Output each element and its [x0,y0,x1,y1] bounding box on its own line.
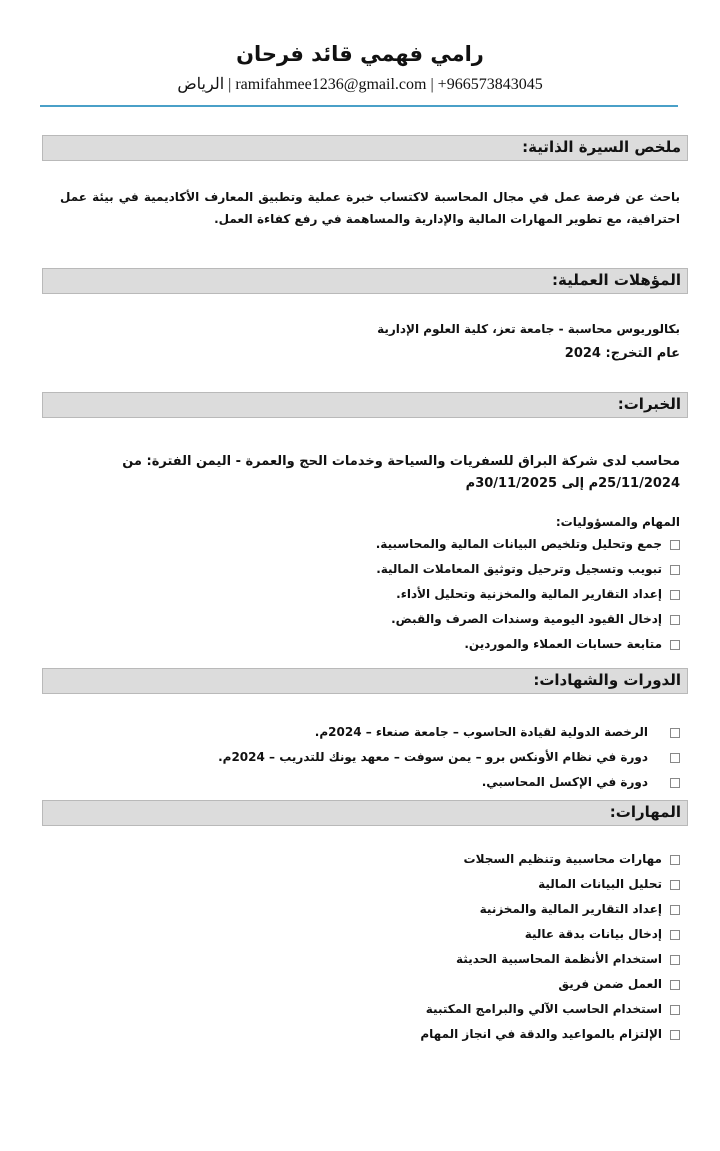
list-item: إعداد التقارير المالية والمخزنية [420,902,680,927]
section-experience-header [42,392,688,418]
checkbox-icon [670,955,680,965]
checkbox-icon [670,590,680,600]
list-item: متابعة حسابات العملاء والموردين. [376,637,680,662]
list-item: العمل ضمن فريق [420,977,680,1002]
section-courses-title: الدورات والشهادات: [533,671,681,689]
checkbox-icon [670,540,680,550]
checkbox-icon [670,753,680,763]
degree-line: بكالوريوس محاسبة - جامعة تعز، كلية العلوم الإدارية [377,322,680,336]
checkbox-icon [670,905,680,915]
list-item: استخدام الحاسب الآلي والبرامج المكتبية [420,1002,680,1027]
duties-title: المهام والمسؤوليات: [555,515,680,529]
checkbox-icon [670,565,680,575]
contact-line: ramifahmee1236@gmail.com | +966573843045 | الرياض [177,76,543,93]
section-qualifications-header [42,268,688,294]
checkbox-icon [670,880,680,890]
checkbox-icon [670,980,680,990]
summary-text: باحث عن فرصة عمل في مجال المحاسبة لاكتساب خبرة عملية وتطبيق المعارف الأكاديمية في بيئة عمل احترافية، مع تطوير المهارات المالية والإدارية والمساهمة في رفع كفاءة العمل. [60,190,680,226]
duties-list [376,537,680,662]
checkbox-icon [670,615,680,625]
section-qualifications-title: المؤهلات العملية: [552,271,681,289]
list-item: إعداد التقارير المالية والمخزنية وتحليل الأداء. [376,587,680,612]
checkbox-icon [670,640,680,650]
section-experience-title: الخبرات: [617,395,681,413]
section-skills-header [42,800,688,826]
job-entry: محاسب لدى شركة البراق للسفريات والسياحة وخدمات الحج والعمرة - اليمن الفترة: من 25/11/2024م إلى 30/11/2025م [122,454,680,491]
checkbox-icon [670,778,680,788]
list-item: الرخصة الدولية لقيادة الحاسوب – جامعة صنعاء – 2024م. [218,725,680,750]
checkbox-icon [670,855,680,865]
list-item: تحليل البيانات المالية [420,877,680,902]
candidate-name: رامي فهمي قائد فرحان [236,42,484,66]
list-item: إدخال بيانات بدقة عالية [420,927,680,952]
list-item: دورة في الإكسل المحاسبي. [218,775,680,800]
list-item: دورة في نظام الأونكس برو – يمن سوفت – معهد يونك للتدريب – 2024م. [218,750,680,775]
list-item: إدخال القيود اليومية وسندات الصرف والقبض. [376,612,680,637]
section-courses-header [42,668,688,694]
list-item: تبويب وتسجيل وترحيل وتوثيق المعاملات المالية. [376,562,680,587]
checkbox-icon [670,1030,680,1040]
graduation-line: عام التخرج: 2024 [564,346,680,361]
list-item: مهارات محاسبية وتنظيم السجلات [420,852,680,877]
checkbox-icon [670,728,680,738]
courses-list [218,725,680,800]
section-summary-header [42,135,688,161]
section-summary-title: ملخص السيرة الذاتية: [522,138,681,156]
list-item: استخدام الأنظمة المحاسبية الحديثة [420,952,680,977]
list-item: الإلتزام بالمواعيد والدقة في انجاز المهام [420,1027,680,1052]
header-divider [40,105,678,107]
checkbox-icon [670,930,680,940]
skills-list [420,852,680,1052]
list-item: جمع وتحليل وتلخيص البيانات المالية والمحاسبية. [376,537,680,562]
checkbox-icon [670,1005,680,1015]
section-skills-title: المهارات: [609,803,681,821]
